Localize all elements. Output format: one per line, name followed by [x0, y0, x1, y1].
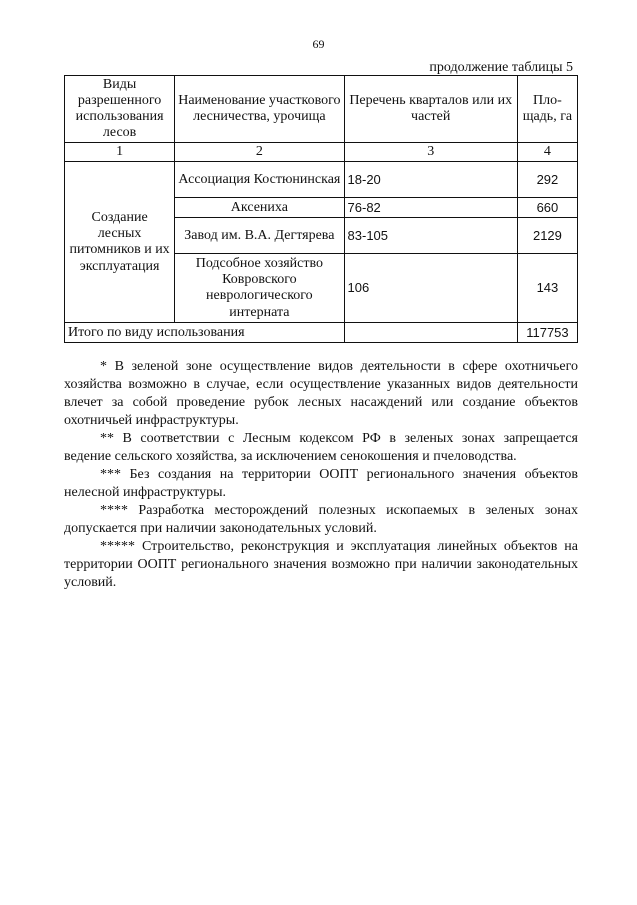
column-number: 2 — [175, 143, 344, 162]
use-category-cell: Создание лесных питомников и их эксплуатация — [65, 162, 175, 323]
quarters-cell: 106 — [344, 254, 517, 323]
column-number: 3 — [344, 143, 517, 162]
forestry-name-cell: Ассоциация Костюнинская — [175, 162, 344, 198]
area-cell: 292 — [517, 162, 577, 198]
column-number: 4 — [517, 143, 577, 162]
forestry-name-cell: Завод им. В.А. Дегтярева — [175, 218, 344, 254]
header-use-type: Виды разрешенного использования лесов — [65, 76, 175, 143]
total-row — [65, 323, 578, 343]
area-cell: 660 — [517, 198, 577, 218]
area-cell: 143 — [517, 254, 577, 323]
footnotes — [64, 358, 578, 592]
forestry-name-cell: Подсобное хозяйство Ковровского неврологического интерната — [175, 254, 344, 323]
page-number: 69 — [312, 37, 325, 51]
header-area: Пло-щадь, га — [517, 76, 577, 143]
footnote: ** В соответствии с Лесным кодексом РФ в зеленых зонах запрещается ведение сельского хозяйства, за исключением сенокошения и пчеловодства. — [64, 431, 578, 464]
footnote: * В зеленой зоне осуществление видов деятельности в сфере охотничьего хозяйства возможно в случае, если осуществление указанных видов деятельности влечет за собой проведение рубок лесных насаждений или создание объектов охотничьей инфраструктуры. — [64, 359, 578, 428]
table-caption: продолжение таблицы 5 — [429, 60, 573, 75]
total-value: 117753 — [517, 323, 577, 343]
area-cell: 2129 — [517, 218, 577, 254]
footnote: *** Без создания на территории ООПТ регионального значения объектов нелесной инфраструктуры. — [64, 467, 578, 500]
table-header-row — [65, 76, 578, 143]
header-quarters: Перечень кварталов или их частей — [344, 76, 517, 143]
total-label: Итого по виду использования — [65, 323, 345, 343]
footnote: **** Разработка месторождений полезных ископаемых в зеленых зонах допускается при наличии законодательных условий. — [64, 503, 578, 536]
table-row — [65, 162, 578, 198]
column-number-row — [65, 143, 578, 162]
header-forestry-name: Наименование участкового лесничества, урочища — [175, 76, 344, 143]
footnote: ***** Строительство, реконструкция и эксплуатация линейных объектов на территории ООПТ регионального значения возможно при наличии законодательных условий. — [64, 539, 578, 590]
forestry-name-cell: Аксениха — [175, 198, 344, 218]
total-empty-cell — [344, 323, 517, 343]
column-number: 1 — [65, 143, 175, 162]
quarters-cell: 76-82 — [344, 198, 517, 218]
quarters-cell: 83-105 — [344, 218, 517, 254]
quarters-cell: 18-20 — [344, 162, 517, 198]
forest-use-table — [64, 75, 578, 343]
